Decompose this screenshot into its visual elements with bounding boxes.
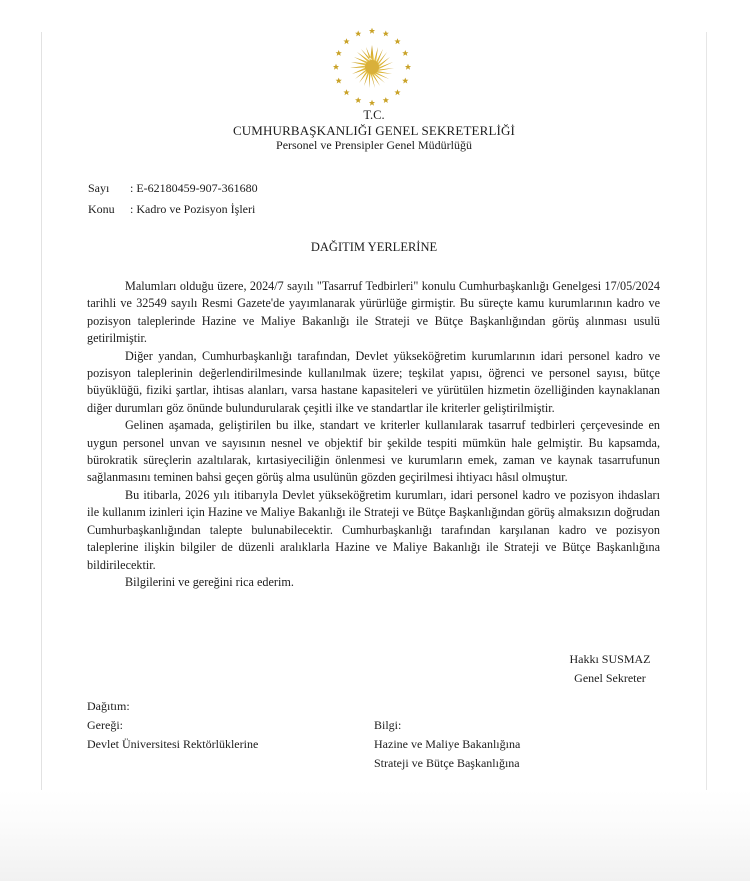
distribution-info-item: Strateji ve Bütçe Başkanlığına — [374, 756, 520, 770]
body-paragraph-4: Bu itibarla, 2026 yılı itibarıyla Devlet yükseköğretim kurumları, idari personel kadro ve pozisyon ihdasları ile kullanım izinleri için Hazine ve Maliye Bakanlığı ile Strateji ve Bütçe Başkanlığından görüş almaksızın doğrudan Cumhurbaşkanlığından talepte bulunabilecektir. Cumhurbaşkanlığı tarafından karşılanan kadro ve pozisyon taleplerine ilişkin bilgiler de düzenli aralıklarla Hazine ve Maliye Bakanlığı ile Strateji ve Bütçe Başkanlığına bildirilecektir. — [87, 487, 660, 572]
distribution-info-item: Hazine ve Maliye Bakanlığına — [374, 737, 521, 751]
presidential-seal-icon — [330, 27, 414, 107]
distribution-info-label: Bilgi: — [374, 718, 402, 732]
letter-body — [87, 278, 660, 591]
signatory-name: Hakkı SUSMAZ — [569, 652, 651, 666]
meta-number-label: Sayı — [88, 181, 110, 195]
body-closing: Bilgilerini ve gereğini rica ederim. — [125, 574, 294, 589]
body-paragraph-3: Gelinen aşamada, geliştirilen bu ilke, standart ve kriterler kullanılarak tasarruf tedbirleri çerçevesinde en uygun personel unvan ve sayısının nesnel ve objektif bir şekilde tespiti mümkün hale gelmiştir. Bu kapsamda, bürokratik süreçlerin azaltılarak, kırtasiyeciliğin önlenmesi ve kurumların emek, zaman ve kaynak tasarrufunun sağlanmasını teminen bahsi geçen görüş alma usulünün gözden geçirilmesi ihtiyacı hâsıl olmuştur. — [87, 418, 660, 485]
meta-subject-row — [88, 199, 258, 220]
viewer-background — [0, 790, 750, 881]
letterhead-department: Personel ve Prensipler Genel Müdürlüğü — [276, 138, 472, 152]
distribution-columns — [87, 716, 687, 773]
document-meta — [88, 178, 258, 220]
recipient-title: DAĞITIM YERLERİNE — [310, 240, 438, 254]
signatory-title: Genel Sekreter — [574, 671, 646, 685]
distribution-info — [374, 716, 520, 773]
distribution-action — [87, 716, 374, 773]
meta-number-value: : E-62180459-907-361680 — [130, 181, 258, 195]
distribution-label: Dağıtım: — [87, 699, 130, 713]
distribution-block — [87, 697, 687, 773]
letterhead — [41, 108, 707, 153]
body-paragraph-1: Malumları olduğu üzere, 2024/7 sayılı "Tasarruf Tedbirleri" konulu Cumhurbaşkanlığı Genelgesi 17/05/2024 tarihli ve 32549 sayılı Resmi Gazete'de yayımlanarak yürürlüğe girmiştir. Bu süreçte kamu kurumlarının kadro ve pozisyon taleplerinde Hazine ve Maliye Bakanlığı ile Strateji ve Bütçe Başkanlığından görüş alınması usulü getirilmiştir. — [87, 279, 660, 346]
meta-subject-value: : Kadro ve Pozisyon İşleri — [130, 202, 256, 216]
distribution-action-label: Gereği: — [87, 718, 123, 732]
letterhead-country: T.C. — [363, 108, 385, 122]
meta-number-row — [88, 178, 258, 199]
distribution-action-item: Devlet Üniversitesi Rektörlüklerine — [87, 737, 259, 751]
body-paragraph-2: Diğer yandan, Cumhurbaşkanlığı tarafından, Devlet yükseköğretim kurumlarının idari personel kadro ve pozisyon taleplerinin değerlendirilmesinde kullanılmak üzere; teşkilat yapısı, öğrenci ve personel sayısı, bütçe büyüklüğü, fiziki şartlar, ihtisas alanları, varsa hastane kapasiteleri ve yürütülen hizmetin özelliğinden kaynaklanan diğer durumları göz önünde bulundurularak çeşitli ilke ve standartlar ile kriterler geliştirilmiştir. — [87, 348, 660, 415]
signature-block — [540, 650, 680, 688]
meta-subject-label: Konu — [88, 202, 115, 216]
letterhead-organization: CUMHURBAŞKANLIĞI GENEL SEKRETERLİĞİ — [232, 123, 516, 138]
